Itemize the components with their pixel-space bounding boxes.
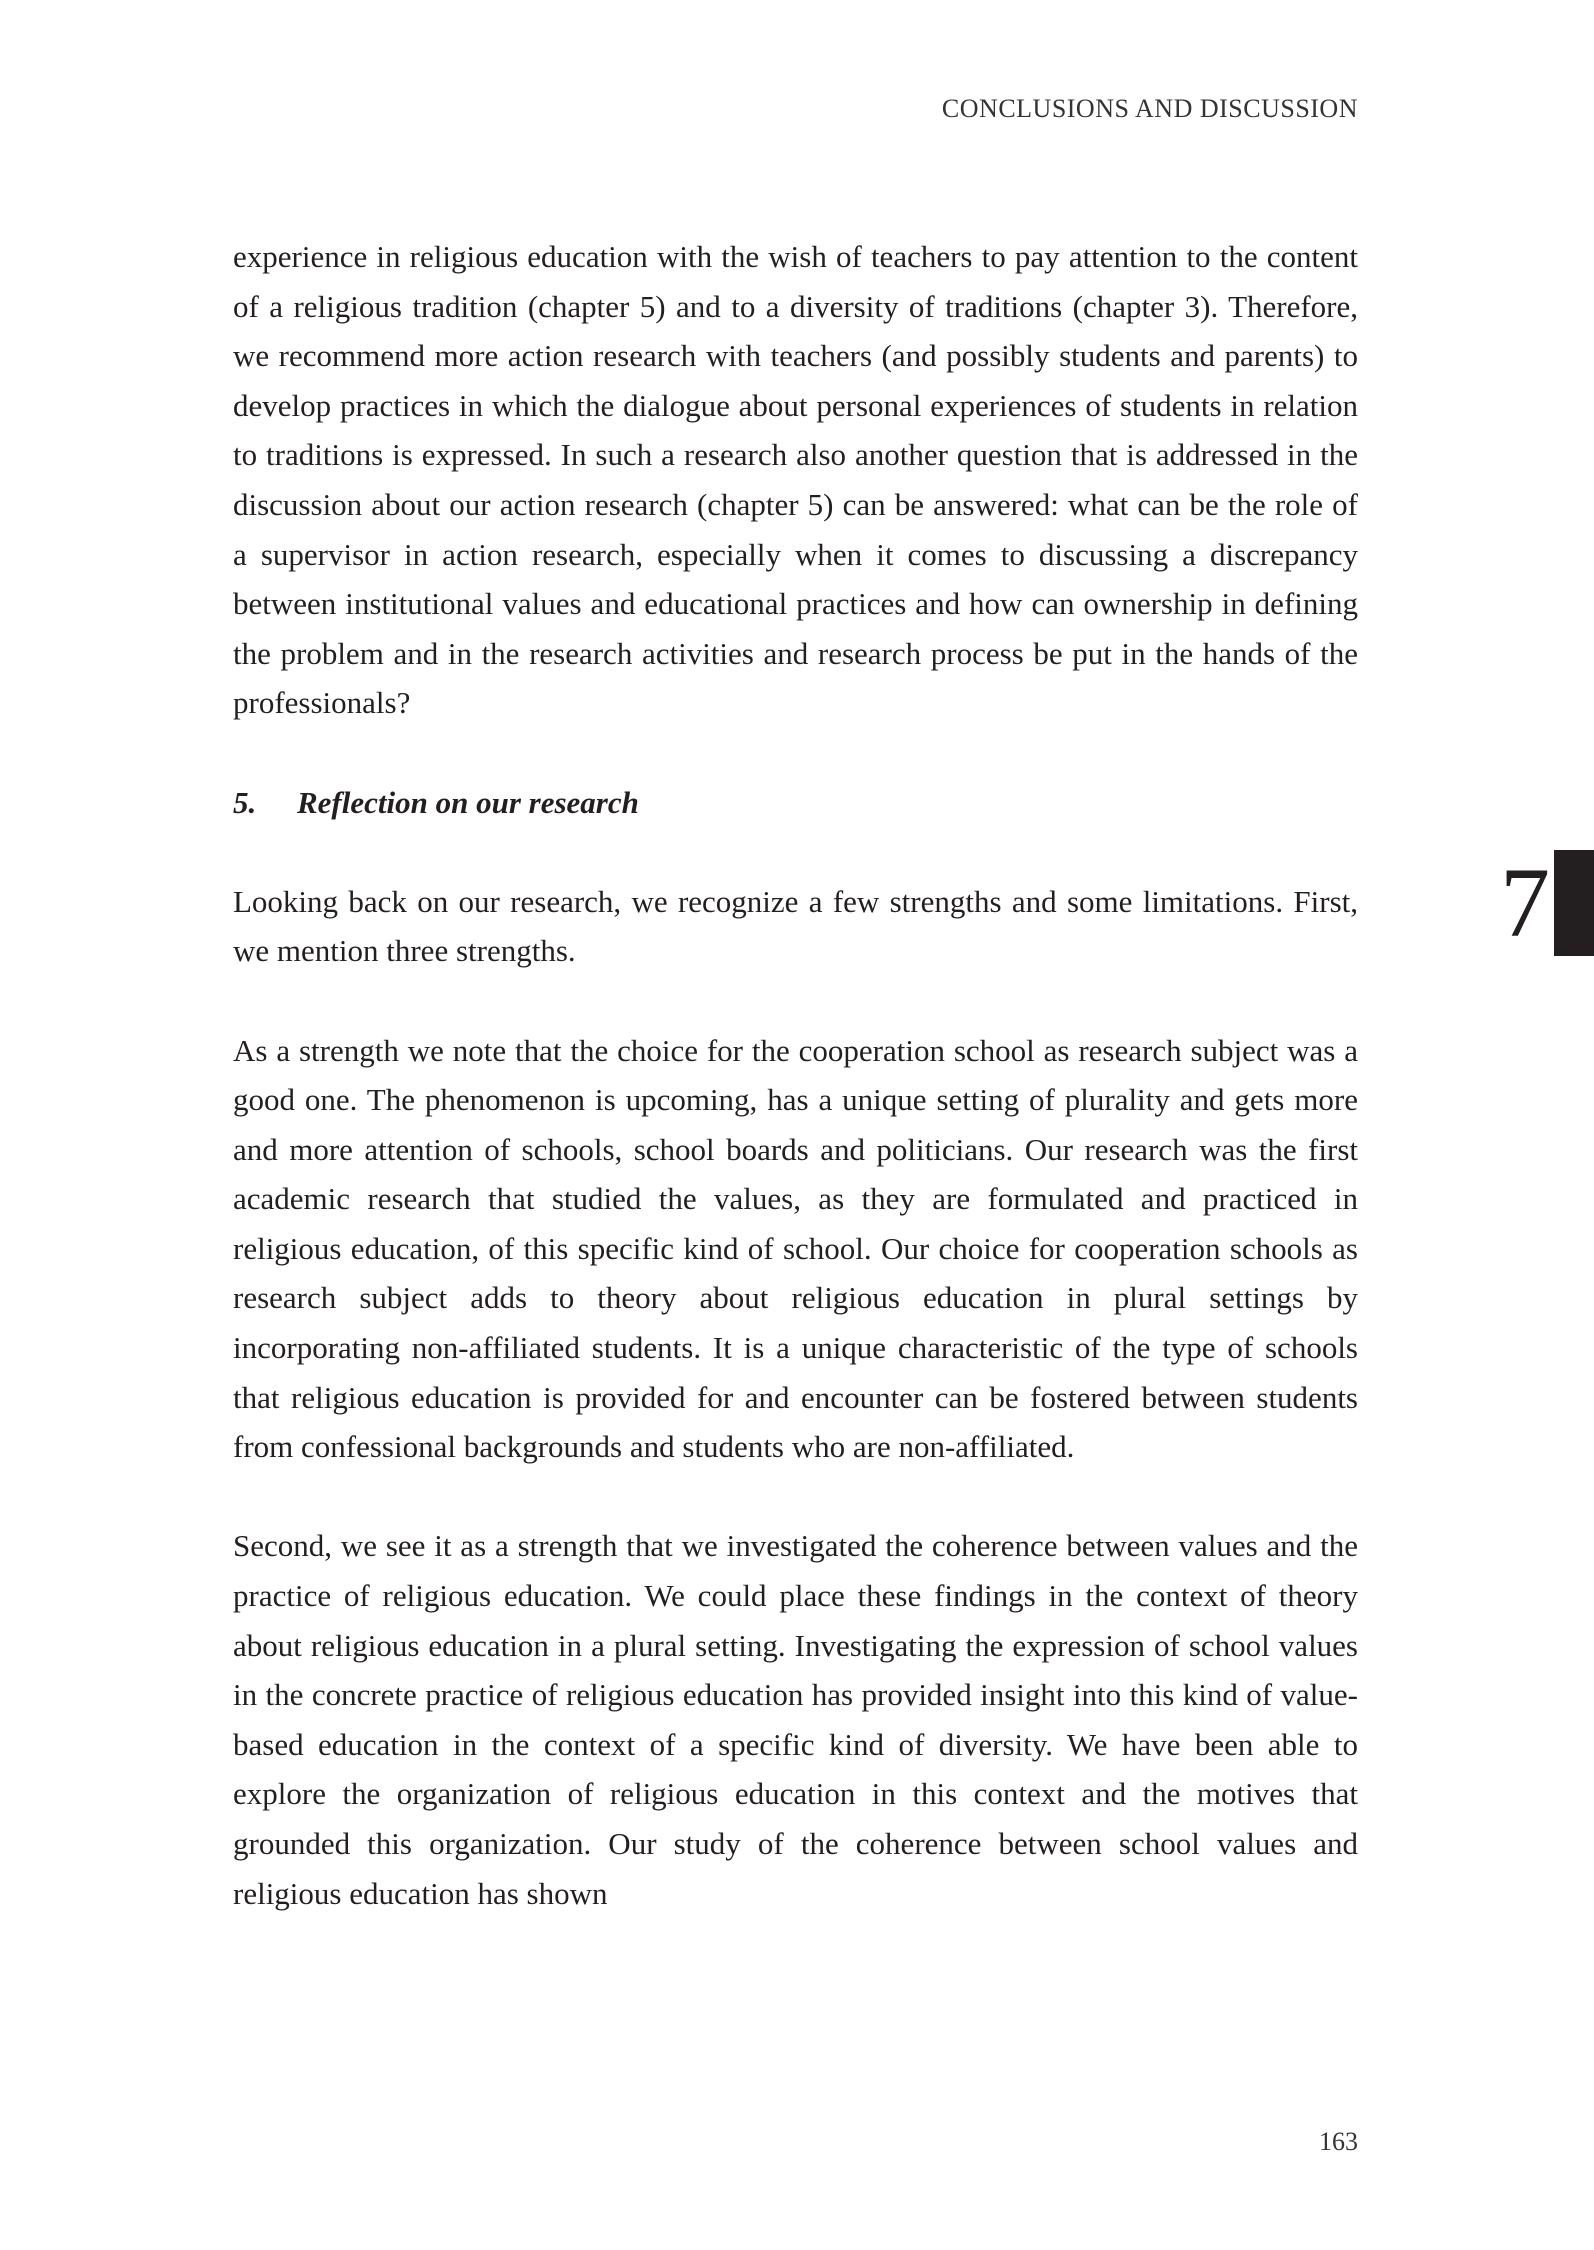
paragraph-first-strength: As a strength we note that the choice for the cooperation school as research subject was a good one. The phenomenon is upcoming, has a unique setting of plurality and gets more and more attention of schools, school boards and politicians. Our research was the first academic research that studied the values, as they are formulated and practiced in religious education, of this specific kind of school. Our choice for cooperation schools as research subject adds to theory about religious education in plural settings by incorporating non-affiliated students. It is a unique characteristic of the type of schools that religious education is provided for and encounter can be fostered between students from confessional backgrounds and students who are non-affiliated.: [233, 1032, 1358, 1465]
section-heading: [233, 778, 1358, 828]
running-header: CONCLUSIONS AND DISCUSSION: [941, 94, 1358, 123]
chapter-tab: [1500, 847, 1594, 958]
section-number: 5.: [233, 784, 257, 820]
page-number: 163: [1319, 2127, 1358, 2156]
paragraph-looking-back: Looking back on our research, we recognize a few strengths and some limitations. First, we mention three strengths.: [233, 883, 1358, 969]
paragraph-second-strength: Second, we see it as a strength that we investigated the coherence between values and the practice of religious education. We could place these findings in the context of theory about religious education in a plural setting. Investigating the expression of school values in the concrete practice of religious education has provided insight into this kind of value-based education in the context of a specific kind of diversity. We have been able to explore the organization of religious education in this context and the motives that grounded this organization. Our study of the coherence between school values and religious education has shown: [233, 1528, 1358, 1911]
section-title: Reflection on our research: [297, 784, 639, 820]
paragraph-action-research: experience in religious education with the wish of teachers to pay attention to the content of a religious tradition (chapter 5) and to a diversity of traditions (chapter 3). Therefore, we recommend more action research with teachers (and possibly students and parents) to develop practices in which the dialogue about personal experiences of students in relation to traditions is expressed. In such a research also another question that is addressed in the discussion about our action research (chapter 5) can be answered: what can be the role of a supervisor in action research, especially when it comes to discussing a discrepancy between institutional values and educational practices and how can ownership in defining the problem and in the research activities and research process be put in the hands of the professionals?: [233, 239, 1358, 721]
chapter-tab-number: 7: [1500, 847, 1550, 958]
chapter-tab-bar: [1554, 850, 1594, 956]
page-body: [233, 232, 1358, 1918]
